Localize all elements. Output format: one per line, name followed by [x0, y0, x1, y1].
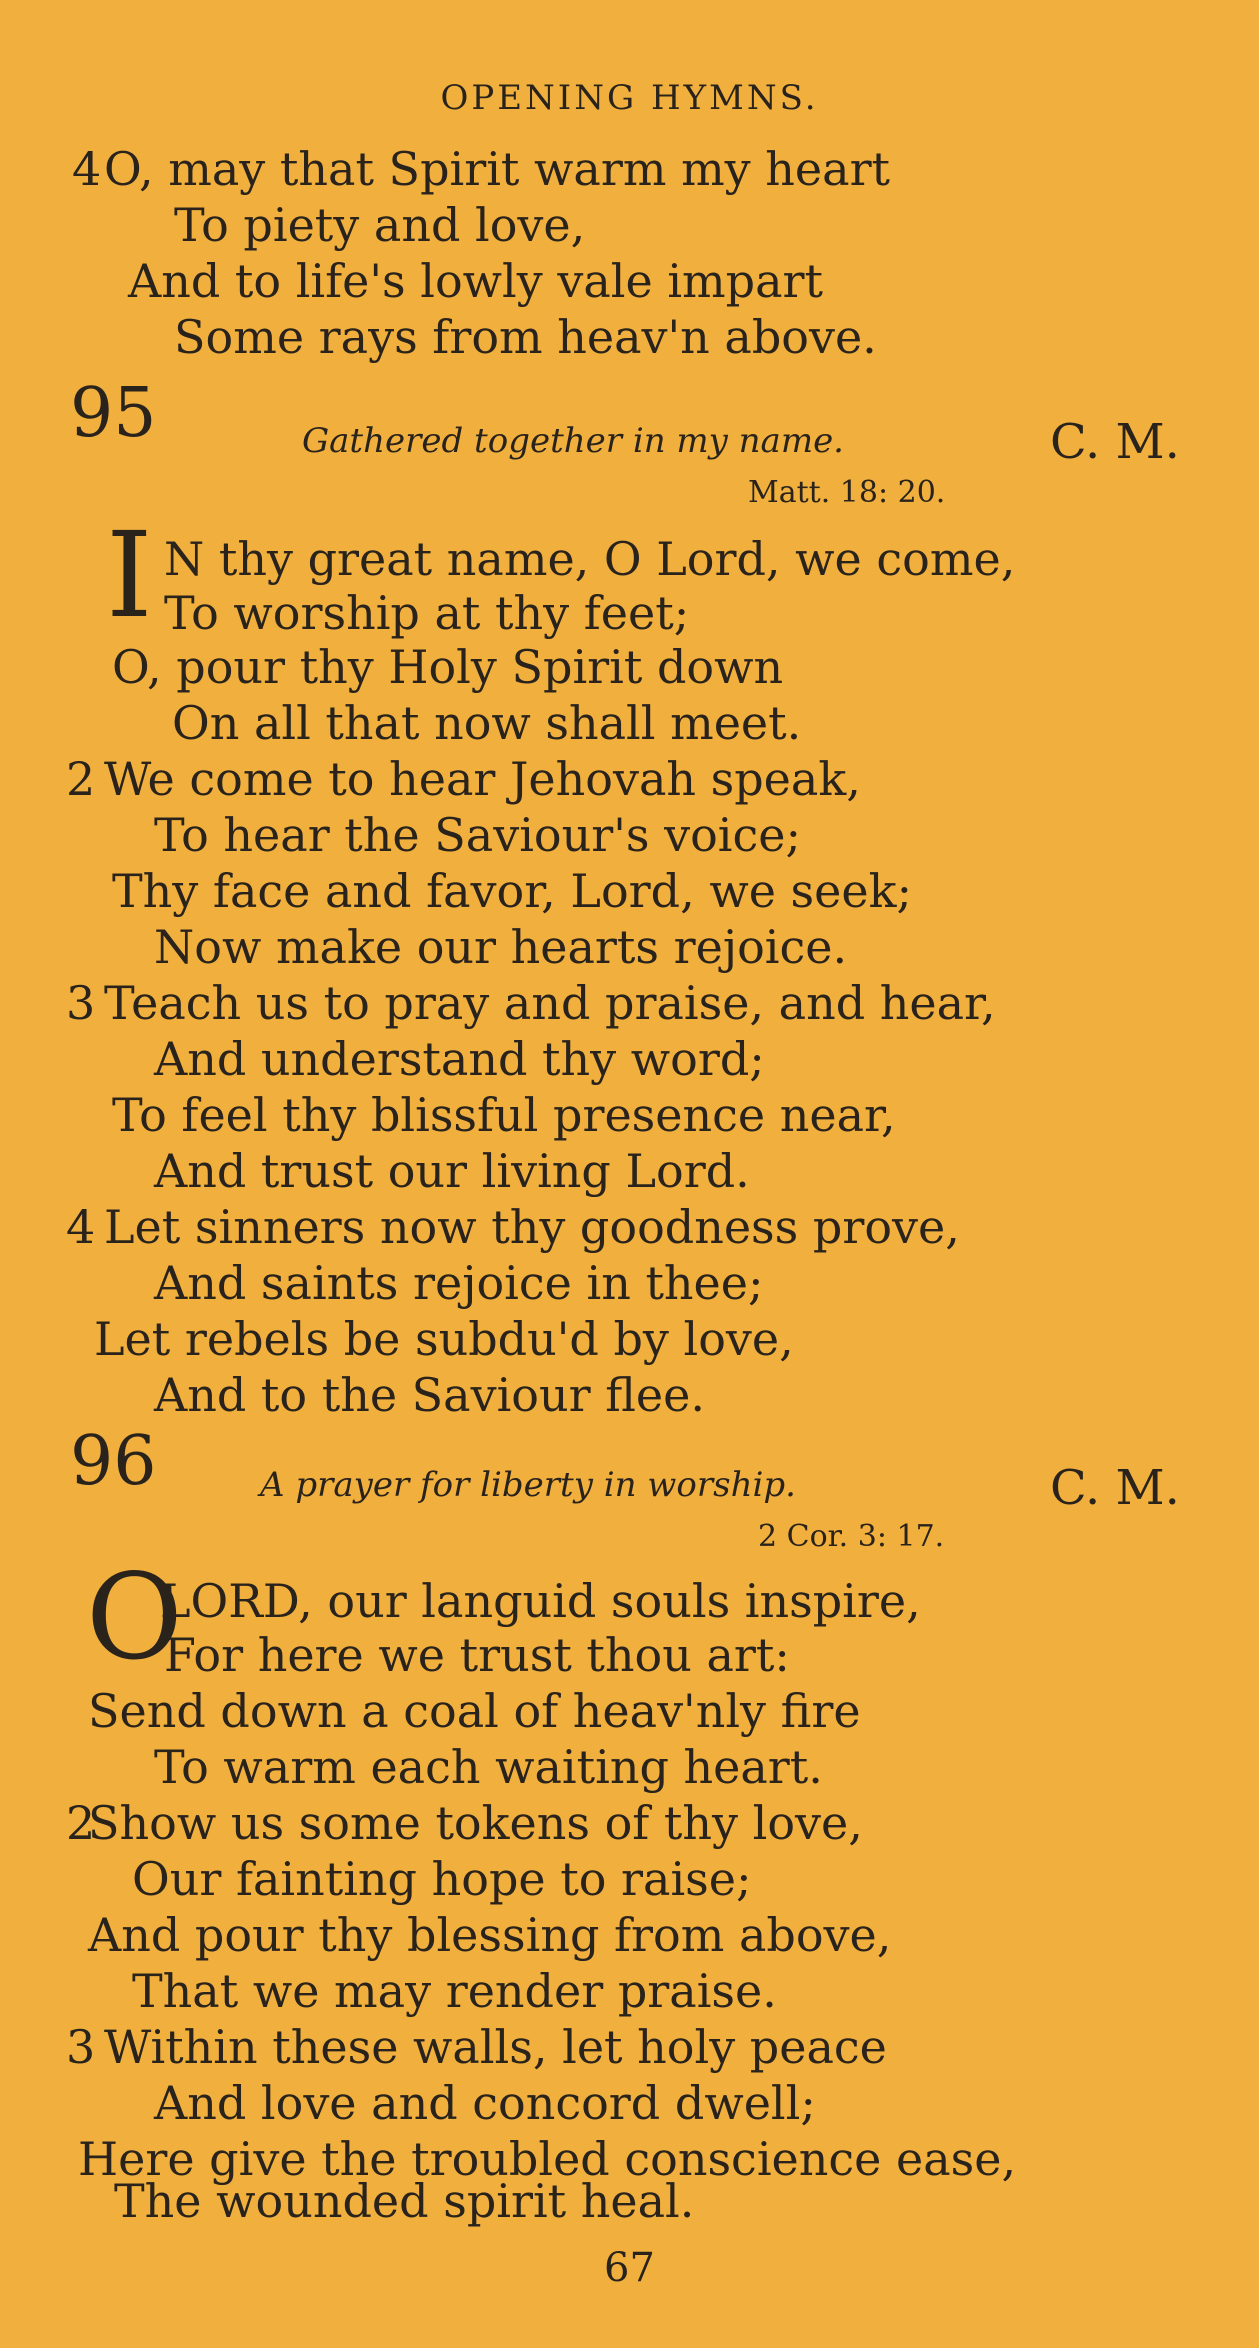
hymn-line: Our fainting hope to raise;	[132, 1852, 752, 1906]
hymn-line: LORD, our languid souls inspire,	[160, 1574, 921, 1628]
stanza-number: 4	[72, 142, 102, 196]
hymn-line: To hear the Saviour's voice;	[154, 808, 801, 862]
hymn-line: To piety and love,	[174, 198, 586, 252]
hymn-line: Now make our hearts rejoice.	[154, 920, 848, 974]
hymn-line: Here give the troubled conscience ease,	[78, 2132, 1017, 2186]
hymn-line: And trust our living Lord.	[154, 1144, 750, 1198]
hymn-title: Gathered together in my name.	[302, 421, 844, 461]
hymn-line: Show us some tokens of thy love,	[88, 1796, 863, 1850]
hymn-line: O, may that Spirit warm my heart	[104, 142, 891, 196]
hymn-line: Let sinners now thy goodness prove,	[104, 1200, 960, 1254]
hymn-line: The wounded spirit heal.	[114, 2174, 695, 2228]
hymn-line: We come to hear Jehovah speak,	[104, 752, 861, 806]
hymn-line: And pour thy blessing from above,	[88, 1908, 892, 1962]
stanza-number: 2	[66, 752, 96, 806]
hymn-line: O, pour thy Holy Spirit down	[112, 640, 784, 694]
scripture-reference: 2 Cor. 3: 17.	[758, 1519, 945, 1554]
hymn-line: Within these walls, let holy peace	[104, 2020, 887, 2074]
hymn-line: Thy face and favor, Lord, we seek;	[112, 864, 912, 918]
running-head: OPENING HYMNS.	[440, 78, 819, 118]
hymn-line: To worship at thy feet;	[164, 586, 690, 640]
hymn-number: 96	[70, 1422, 157, 1501]
hymn-line: Teach us to pray and praise, and hear,	[104, 976, 996, 1030]
scripture-reference: Matt. 18: 20.	[748, 475, 946, 510]
hymn-line: And to life's lowly vale impart	[128, 254, 824, 308]
hymn-line: On all that now shall meet.	[172, 696, 802, 750]
hymn-line: Send down a coal of heav'nly fire	[88, 1684, 861, 1738]
hymn-line: N thy great name, O Lord, we come,	[164, 532, 1016, 586]
page-number: 67	[604, 2245, 655, 2291]
hymn-line: Some rays from heav'n above.	[174, 310, 877, 364]
hymn-meter: C. M.	[1050, 1460, 1180, 1516]
dropcap: O	[86, 1548, 183, 1686]
stanza-number: 3	[66, 2020, 96, 2074]
hymn-line: And saints rejoice in thee;	[154, 1256, 764, 1310]
hymn-meter: C. M.	[1050, 414, 1180, 470]
stanza-number: 4	[66, 1200, 96, 1254]
hymn-line: And love and concord dwell;	[154, 2076, 816, 2130]
hymn-title: A prayer for liberty in worship.	[260, 1465, 796, 1505]
hymn-line: For here we trust thou art:	[164, 1628, 790, 1682]
hymn-line: And understand thy word;	[154, 1032, 765, 1086]
hymn-line: And to the Saviour flee.	[154, 1368, 705, 1422]
stanza-number: 3	[66, 976, 96, 1030]
hymn-line: To warm each waiting heart.	[154, 1740, 823, 1794]
hymn-line: To feel thy blissful presence near,	[112, 1088, 896, 1142]
hymn-line: That we may render praise.	[132, 1964, 777, 2018]
dropcap: I	[106, 506, 153, 644]
stanza-number: 2	[66, 1796, 96, 1850]
hymn-number: 95	[70, 374, 157, 453]
hymn-line: Let rebels be subdu'd by love,	[94, 1312, 794, 1366]
